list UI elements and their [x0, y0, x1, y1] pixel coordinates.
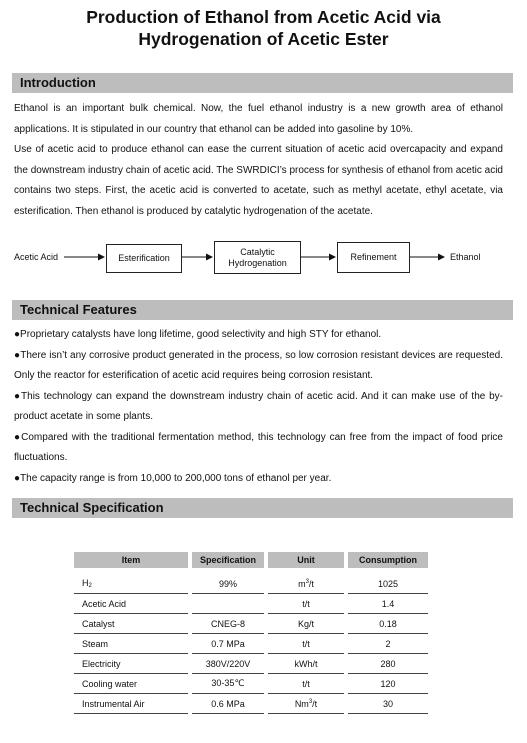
cell-item: Catalyst	[74, 614, 188, 634]
cell-specification: 0.7 MPa	[192, 634, 264, 654]
technical-specification-heading: Technical Specification	[12, 498, 513, 518]
feature-item: ●This technology can expand the downstream industry chain of acetic acid. And it can make use of the by-product acetate in some plants.	[14, 390, 503, 422]
introduction-paragraph-2: Use of acetic acid to produce ethanol can ease the current situation of acetic acid overcapacity and expand the downstream industry chain of acetic acid. The SWRDICI’s process for synthesis of ethanol from acetic acid contains two steps. First, the acetic acid is converted to acetate, such as methyl acetate, ethyl acetate, via esterification. Then ethanol is produced by catalytic hydrogenation of the acetate.	[14, 144, 503, 217]
flow-box-catalytic-hydrogenation	[214, 241, 301, 274]
cell-consumption: 120	[348, 674, 428, 694]
cell-specification: CNEG-8	[192, 614, 264, 634]
cell-item: Steam	[74, 634, 188, 654]
column-header-consumption: Consumption	[348, 552, 428, 568]
cell-unit: t/t	[268, 634, 344, 654]
title-line-1: Production of Ethanol from Acetic Acid via	[86, 7, 441, 27]
flow-start-label: Acetic Acid	[14, 252, 59, 262]
flow-box-line-1: Catalytic	[240, 246, 275, 257]
cell-specification	[192, 594, 264, 614]
introduction-heading: Introduction	[12, 73, 513, 93]
flow-box-refinement: Refinement	[337, 242, 410, 273]
document-title	[0, 6, 527, 50]
cell-item: Cooling water	[74, 674, 188, 694]
title-line-2: Hydrogenation of Acetic Ester	[138, 29, 389, 49]
cell-unit: Nm$^3$/t	[268, 694, 344, 714]
cell-unit: $m^3/t$	[268, 574, 344, 594]
technical-features-heading: Technical Features	[12, 300, 513, 320]
feature-item: ●There isn’t any corrosive product generated in the process, so low corrosion resistant devices are requested. Only the reactor for esterification of acetic acid requires being corrosion resistant.	[14, 349, 503, 381]
flow-box-esterification: Esterification	[106, 244, 182, 273]
cell-consumption: 1.4	[348, 594, 428, 614]
table-header-row	[74, 552, 428, 568]
introduction-paragraph-1: Ethanol is an important bulk chemical. Now, the fuel ethanol industry is a new growth area of ethanol applications. It is stipulated in our country that ethanol can be added into gasoline by 10%.	[14, 103, 503, 135]
flow-box-line-2: Hydrogenation	[228, 257, 287, 268]
cell-consumption: 0.18	[348, 614, 428, 634]
cell-consumption: 2	[348, 634, 428, 654]
cell-specification: 380V/220V	[192, 654, 264, 674]
specification-table	[74, 552, 428, 714]
cell-specification: 99%	[192, 574, 264, 594]
introduction-text	[14, 99, 503, 222]
column-header-item: Item	[74, 552, 188, 568]
cell-item: Electricity	[74, 654, 188, 674]
feature-item: ●Proprietary catalysts have long lifetime, good selectivity and high STY for ethanol.	[14, 329, 382, 340]
table-row	[74, 674, 428, 694]
cell-unit: t/t	[268, 674, 344, 694]
cell-item: $H_2$	[74, 574, 188, 594]
cell-unit: kWh/t	[268, 654, 344, 674]
table-row	[74, 654, 428, 674]
cell-unit: t/t	[268, 594, 344, 614]
column-header-unit: Unit	[268, 552, 344, 568]
cell-consumption: 280	[348, 654, 428, 674]
cell-consumption: 30	[348, 694, 428, 714]
cell-specification: 30-35℃	[192, 674, 264, 694]
table-row	[74, 614, 428, 634]
table-row	[74, 594, 428, 614]
cell-item: Acetic Acid	[74, 594, 188, 614]
cell-unit: Kg/t	[268, 614, 344, 634]
flow-end-label: Ethanol	[450, 252, 481, 262]
table-row	[74, 634, 428, 654]
cell-specification: 0.6 MPa	[192, 694, 264, 714]
process-flow-diagram	[0, 238, 527, 278]
cell-item: Instrumental Air	[74, 694, 188, 714]
technical-features-list	[14, 325, 503, 489]
feature-item: ●The capacity range is from 10,000 to 200,000 tons of ethanol per year.	[14, 472, 332, 484]
table-row	[74, 694, 428, 714]
cell-consumption: 1025	[348, 574, 428, 594]
table-row	[74, 574, 428, 594]
column-header-specification: Specification	[192, 552, 264, 568]
feature-item: ●Compared with the traditional fermentation method, this technology can free from the impact of food price fluctuations.	[14, 431, 503, 463]
